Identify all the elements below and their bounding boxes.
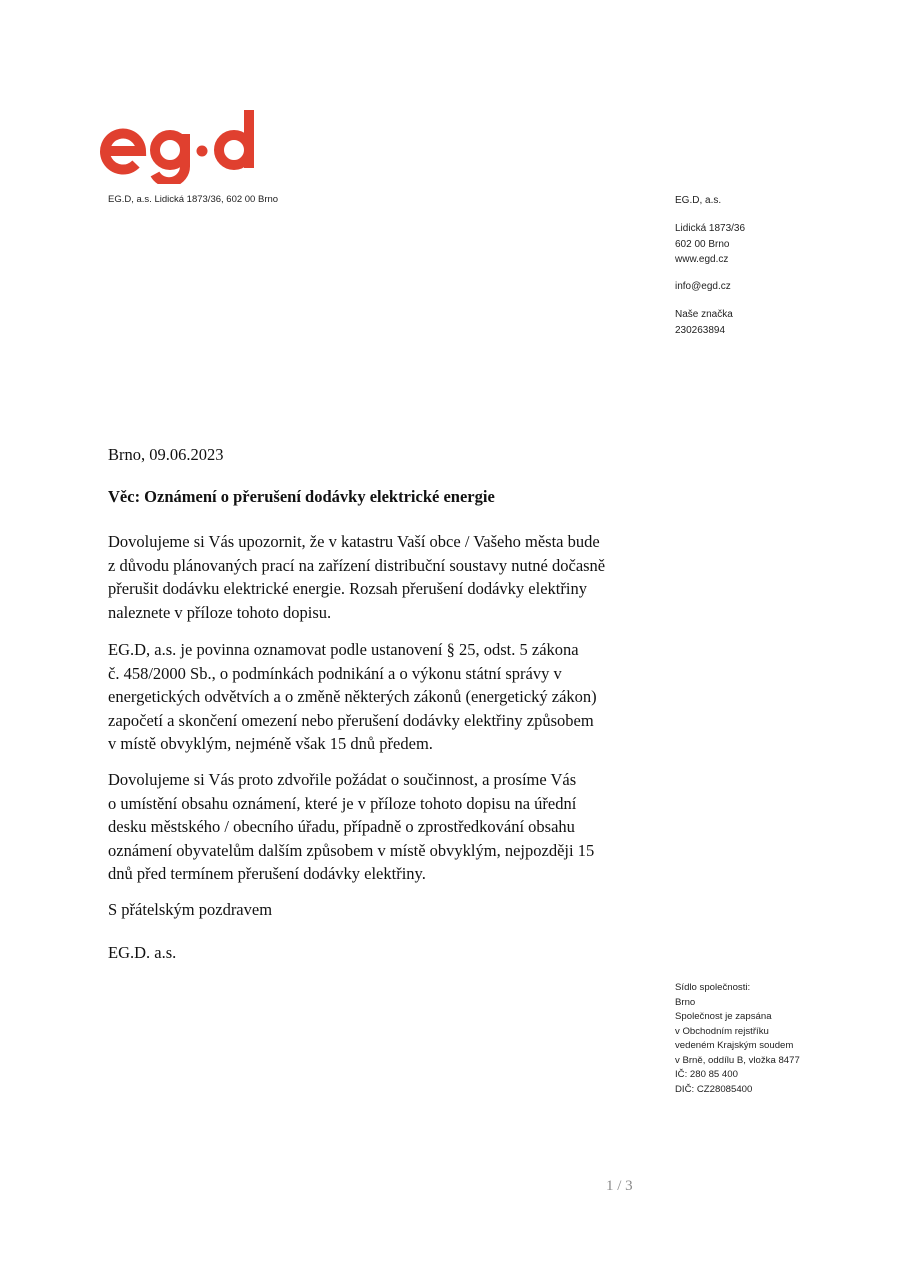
paragraph-line: oznámení obyvatelům dalším způsobem v místě obvyklým, nejpozději 15 bbox=[108, 840, 595, 860]
paragraph-line: započetí a skončení omezení nebo přerušení dodávky elektřiny způsobem bbox=[108, 710, 594, 730]
paragraph-line: Dovolujeme si Vás proto zdvořile požádat o součinnost, a prosíme Vás bbox=[108, 770, 577, 789]
registration-line: Společnost je zapsána bbox=[675, 1011, 772, 1022]
paragraph-line: Dovolujeme si Vás upozornit, že v katastru Vaší obce / Vašeho města bude bbox=[108, 532, 600, 551]
registration-line: Sídlo společnosti: bbox=[675, 982, 751, 993]
letter-date: Brno, 09.06.2023 bbox=[108, 445, 224, 464]
letter-closing: S přátelským pozdravem bbox=[108, 900, 273, 919]
paragraph-2 bbox=[108, 638, 668, 756]
paragraph-line: přerušit dodávku elektrické energie. Rozsah přerušení dodávky elektřiny bbox=[108, 579, 587, 598]
registration-line: vedeném Krajským soudem bbox=[675, 1040, 794, 1051]
paragraph-line: dnů před termínem přerušení dodávky elektřiny. bbox=[108, 864, 426, 883]
registration-line: v Brně, oddílu B, vložka 8477 bbox=[675, 1054, 800, 1066]
paragraph-line: o umístění obsahu oznámení, které je v příloze tohoto dopisu na úřední bbox=[108, 793, 577, 813]
company-registration bbox=[675, 981, 800, 1097]
paragraph-line: EG.D, a.s. je povinna oznamovat podle ustanovení § 25, odst. 5 zákona bbox=[108, 640, 579, 659]
sidebar-address-street: Lidická 1873/36 bbox=[675, 223, 746, 234]
paragraph-3 bbox=[108, 768, 668, 886]
letter-subject: Věc: Oznámení o přerušení dodávky elektrické energie bbox=[108, 487, 495, 506]
sidebar-address-city: 602 00 Brno bbox=[675, 238, 730, 250]
sidebar-website: www.egd.cz bbox=[675, 254, 729, 265]
reference-number: 230263894 bbox=[675, 324, 726, 336]
paragraph-line: v místě obvyklým, nejméně však 15 dnů předem. bbox=[108, 734, 433, 753]
registration-line: IČ: 280 85 400 bbox=[675, 1069, 738, 1080]
letter-signature: EG.D. a.s. bbox=[108, 943, 177, 962]
sidebar-email: info@egd.cz bbox=[675, 281, 731, 292]
page-number: 1 / 3 bbox=[606, 1178, 633, 1194]
paragraph-line: energetických odvětvích a o změně některých zákonů (energetický zákon) bbox=[108, 687, 597, 706]
registration-line: Brno bbox=[675, 996, 696, 1008]
paragraph-line: naleznete v příloze tohoto dopisu. bbox=[108, 602, 332, 622]
registration-line: v Obchodním rejstříku bbox=[675, 1025, 769, 1037]
egd-logo bbox=[98, 104, 260, 184]
return-address: EG.D, a.s. Lidická 1873/36, 602 00 Brno bbox=[108, 194, 279, 205]
sidebar-reference bbox=[675, 307, 733, 338]
sidebar-company-name: EG.D, a.s. bbox=[675, 195, 722, 206]
sidebar-address bbox=[675, 221, 745, 268]
egd-logo-mark bbox=[98, 104, 260, 184]
paragraph-1 bbox=[108, 530, 668, 624]
paragraph-line: č. 458/2000 Sb., o podmínkách podnikání a o výkonu státní správy v bbox=[108, 663, 562, 683]
paragraph-line: desku městského / obecního úřadu, případně o zprostředkování obsahu bbox=[108, 817, 575, 836]
registration-line: DIČ: CZ28085400 bbox=[675, 1083, 753, 1095]
paragraph-line: z důvodu plánovaných prací na zařízení distribuční soustavy nutné dočasně bbox=[108, 555, 606, 575]
reference-label: Naše značka bbox=[675, 309, 733, 320]
